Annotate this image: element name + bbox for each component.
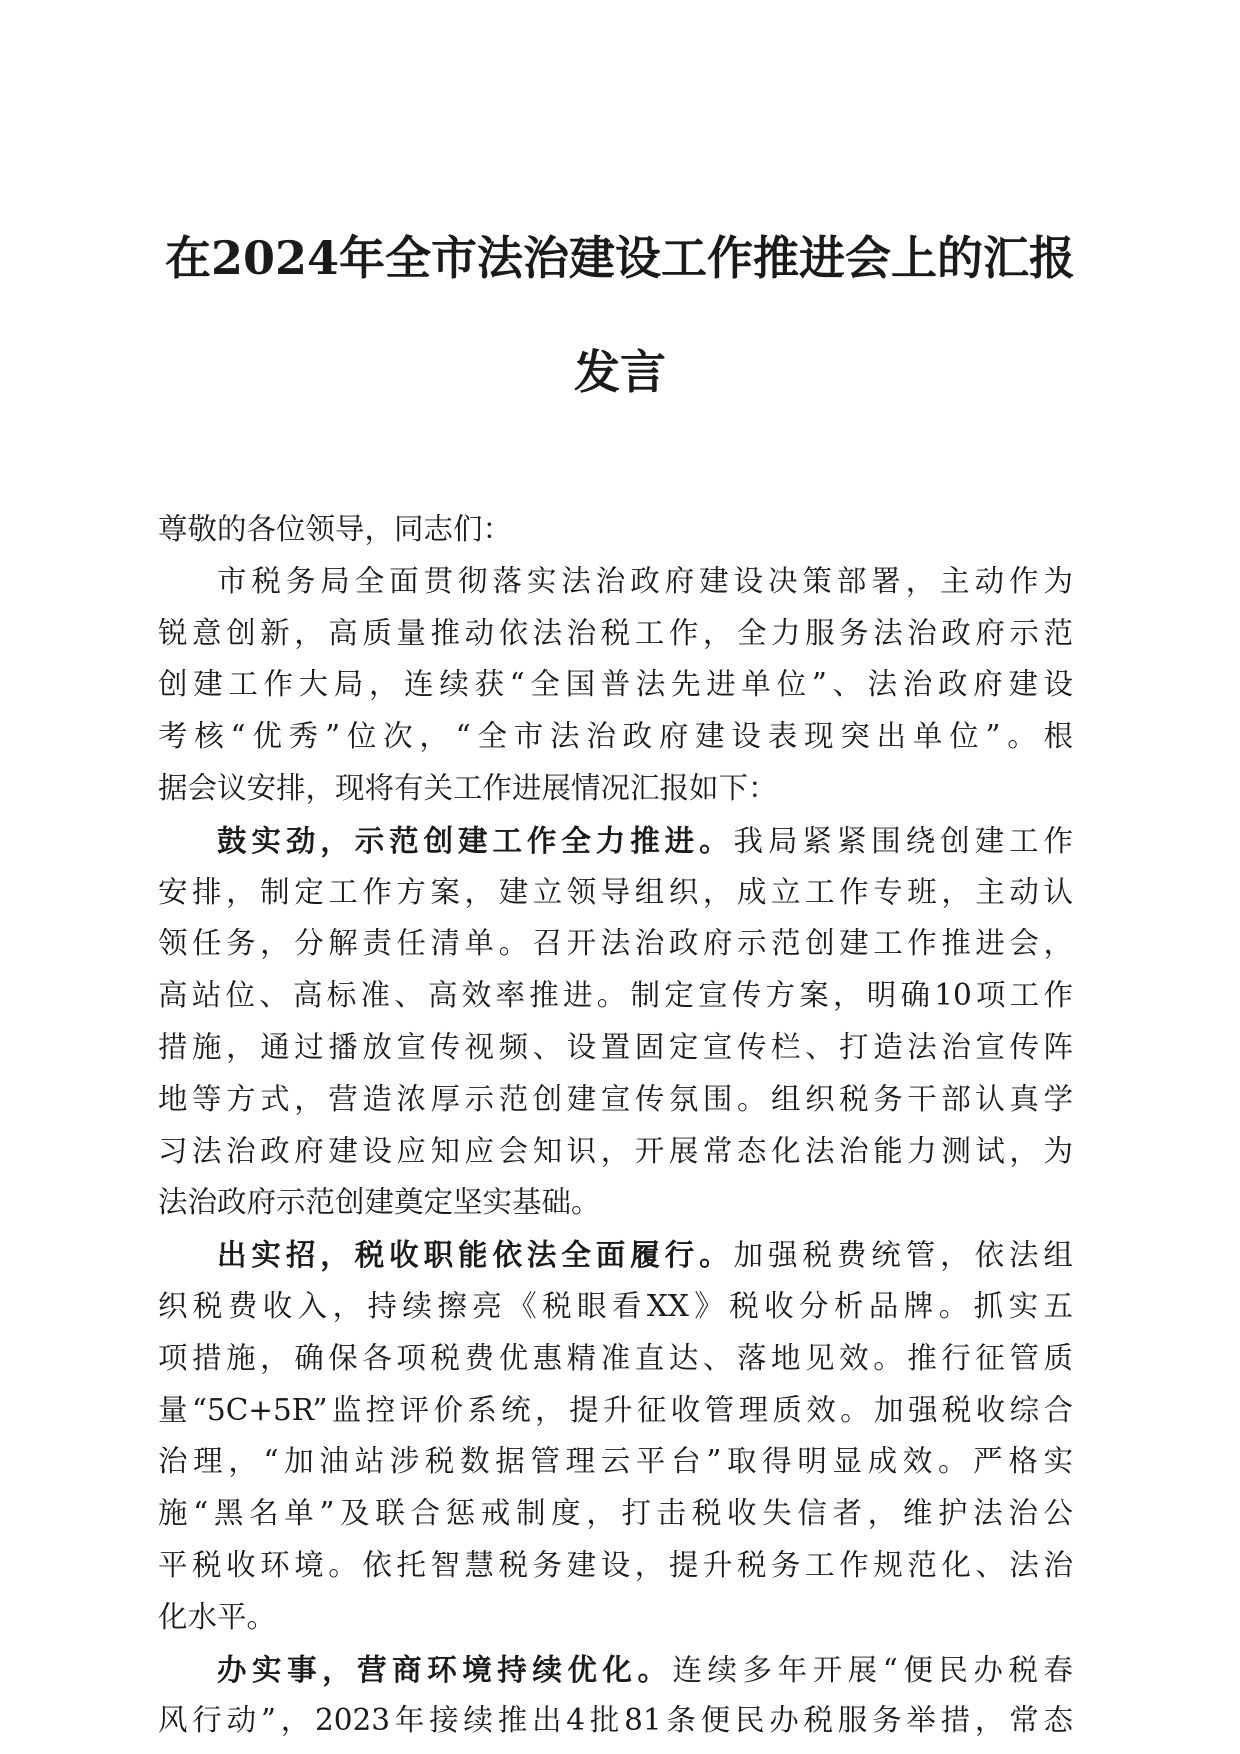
section-2-line: 织税费收入，持续擦亮《税眼看XX》税收分析品牌。抓实五 (158, 1288, 1073, 1323)
section-2-line: 化水平。 (158, 1599, 277, 1634)
intro-line: 考核“优秀”位次，“全市法治政府建设表现突出单位”。根 (158, 719, 1073, 754)
document-title-line-2: 发言 (574, 345, 666, 399)
section-2-line: 量“5C+5R”监控评价系统，提升征收管理质效。加强税收综合 (158, 1392, 1073, 1427)
section-1-line: 措施，通过播放宣传视频、设置固定宣传栏、打造法治宣传阵 (158, 1029, 1073, 1064)
section-3-heading: 办实事，营商环境持续优化。 (217, 1651, 673, 1687)
section-1-line: 法治政府示范创建奠定坚实基础。 (158, 1185, 601, 1220)
section-2-first-line (158, 1229, 1073, 1281)
section-2-line: 治理，“加油站涉税数据管理云平台”取得明显成效。严格实 (158, 1444, 1073, 1479)
section-1-line: 地等方式，营造浓厚示范创建宣传氛围。组织税务干部认真学 (158, 1081, 1073, 1116)
section-1-first-line (158, 815, 1073, 867)
section-2-line: 平税收环境。依托智慧税务建设，提升税务工作规范化、法治 (158, 1547, 1073, 1582)
section-1-line: 习法治政府建设应知应会知识，开展常态化法治能力测试，为 (158, 1133, 1073, 1168)
section-2-line: 项措施，确保各项税费优惠精准直达、落地见效。推行征管质 (158, 1340, 1073, 1375)
document-title-line-1: 在2024年全市法治建设工作推进会上的汇报 (164, 231, 1076, 285)
section-2-line: 施“黑名单”及联合惩戒制度，打击税收失信者，维护法治公 (158, 1496, 1073, 1531)
section-2-text: 加强税费统管，依法组 (733, 1238, 1073, 1273)
document-body (158, 504, 1073, 1747)
section-3-first-line (158, 1644, 1073, 1696)
intro-line: 据会议安排，现将有关工作进展情况汇报如下： (158, 770, 778, 805)
section-1-line: 领任务，分解责任清单。召开法治政府示范创建工作推进会， (158, 926, 1073, 961)
intro-line: 创建工作大局，连续获“全国普法先进单位”、法治政府建设 (158, 667, 1073, 702)
section-1-text: 我局紧紧围绕创建工作 (733, 823, 1073, 858)
section-1-line: 安排，制定工作方案，建立领导组织，成立工作专班，主动认 (158, 874, 1073, 909)
section-1-heading: 鼓实劲，示范创建工作全力推进。 (217, 822, 734, 858)
intro-line: 市税务局全面贯彻落实法治政府建设决策部署，主动作为 (217, 563, 1073, 598)
intro-line: 锐意创新，高质量推动依法治税工作，全力服务法治政府示范 (158, 615, 1073, 650)
section-2-heading: 出实招，税收职能依法全面履行。 (217, 1237, 734, 1273)
section-1-line: 高站位、高标准、高效率推进。制定宣传方案，明确10项工作 (158, 978, 1073, 1013)
section-3-text: 连续多年开展“便民办税春 (672, 1652, 1073, 1687)
section-3-line: 风行动”，2023年接续推出4批81条便民办税服务举措，常态 (158, 1703, 1073, 1738)
salutation: 尊敬的各位领导，同志们： (158, 512, 513, 546)
